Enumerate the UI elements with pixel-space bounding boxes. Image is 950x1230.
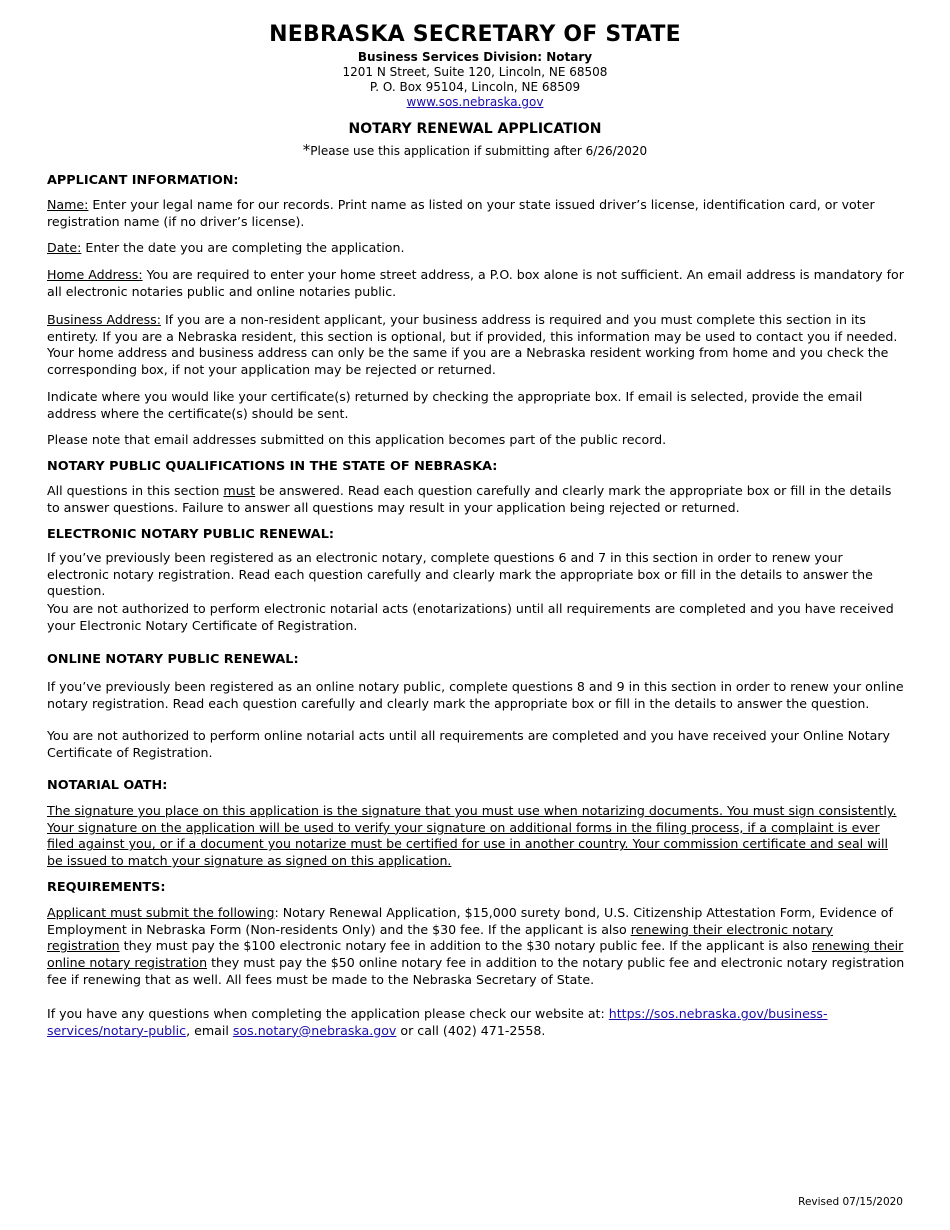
notary-website-link[interactable]: https://sos.nebraska.gov/business-services/notary-public bbox=[47, 1006, 828, 1038]
online-renewal-para2: You are not authorized to perform online notarial acts until all requirements are completed and you have received your Online Notary Certificate of Registration. bbox=[47, 728, 890, 760]
contact-text1: If you have any questions when completing the application please check our website at: bbox=[47, 1006, 609, 1021]
electronic-renewal-para2: You are not authorized to perform electronic notarial acts (enotarizations) until all requirements are completed and you have received your Electronic Notary Certificate of Registration. bbox=[47, 601, 894, 633]
qualifications-heading: NOTARY PUBLIC QUALIFICATIONS IN THE STATE OF NEBRASKA: bbox=[47, 459, 498, 474]
qualifications-text bbox=[47, 483, 907, 516]
must-emphasis: must bbox=[223, 483, 256, 498]
online-renewal-para1: If you’ve previously been registered as an online notary public, complete questions 8 and 9 in this section in order to renew your online notary registration. Read each question carefully and clearly mark the appropriate box or fill in the details to answer the question. bbox=[47, 679, 904, 711]
requirements-part3: they must pay the $50 online notary fee in addition to the notary public fee and electronic notary registration fee if renewing that as well. All fees must be made to the Nebraska Secretary of State. bbox=[47, 955, 905, 987]
date-label: Date: bbox=[47, 240, 82, 255]
applicant-heading: APPLICANT INFORMATION: bbox=[47, 173, 239, 188]
home-address-text: You are required to enter your home street address, a P.O. box alone is not sufficient. An email address is mandatory for all electronic notaries public and online notaries public. bbox=[47, 267, 904, 299]
requirements-part2: they must pay the $100 electronic notary fee in addition to the $30 notary public fee. If the applicant is also bbox=[119, 938, 812, 954]
form-title: NOTARY RENEWAL APPLICATION bbox=[348, 121, 602, 137]
business-address-text: If you are a non-resident applicant, your business address is required and you must complete this section in its entirety. If you are a Nebraska resident, this section is optional, but if provided, this information may be used to contact you if needed. Your home address and business address can only be the same if you are a Nebraska resident working from home and you check the corresponding box, if not your application may be rejected or returned. bbox=[47, 312, 898, 378]
submission-note bbox=[0, 141, 950, 159]
note-asterisk: * bbox=[302, 141, 311, 159]
note-text: Please use this application if submitting after 6/26/2020 bbox=[310, 144, 648, 158]
online-renewal-phrase: renewing their online notary registration bbox=[47, 938, 904, 971]
website-row bbox=[0, 95, 950, 109]
electronic-renewal-para1: If you’ve previously been registered as an electronic notary, complete questions 6 and 7 in this section in order to renew your electronic notary registration. Read each question carefully and clearly mark the appropriate box or fill in the details to answer the question. bbox=[47, 550, 873, 599]
date-text: Enter the date you are completing the application. bbox=[81, 240, 405, 255]
contact-text3: or call (402) 471-2558. bbox=[396, 1022, 546, 1038]
oath-text: The signature you place on this application is the signature that you must use when notarizing documents. You must sign consistently. Your signature on the application will be used to verify your signature on additional forms in the filing process, if a complaint is ever filed against you, or if a document you notarize must be certified for use in another country. Your commission certificate and seal will be issued to match your signature as signed on this application. bbox=[47, 803, 897, 869]
date-instructions bbox=[47, 240, 907, 257]
qualifications-text-end: be answered. Read each question carefully and clearly mark the appropriate box or fill in the details to answer questions. Failure to answer all questions may result in your application being rejected or returned. bbox=[47, 483, 892, 515]
requirements-text bbox=[47, 905, 907, 989]
contact-info bbox=[47, 1006, 907, 1039]
home-address-label: Home Address: bbox=[47, 267, 143, 282]
notary-email-link[interactable]: sos.notary@nebraska.gov bbox=[232, 1022, 397, 1038]
electronic-renewal-heading: ELECTRONIC NOTARY PUBLIC RENEWAL: bbox=[47, 527, 334, 542]
requirements-lead: Applicant must submit the following bbox=[47, 905, 275, 920]
revision-date: Revised 07/15/2020 bbox=[798, 1196, 903, 1208]
name-label: Name: bbox=[47, 197, 89, 212]
business-address-instructions bbox=[47, 312, 907, 379]
name-text: Enter your legal name for our records. Print name as listed on your state issued driver’s license, identification card, or voter registration name (if no driver’s license). bbox=[47, 197, 875, 229]
page-title: NEBRASKA SECRETARY OF STATE bbox=[269, 22, 681, 47]
home-address-instructions bbox=[47, 267, 907, 300]
oath-heading: NOTARIAL OATH: bbox=[47, 778, 168, 793]
division-name: Business Services Division: Notary bbox=[357, 50, 593, 64]
online-renewal-heading: ONLINE NOTARY PUBLIC RENEWAL: bbox=[47, 652, 299, 667]
certificate-return-instructions: Indicate where you would like your certificate(s) returned by checking the appropriate box. If email is selected, provide the email address where the certificate(s) should be sent. bbox=[47, 389, 863, 421]
requirements-part1: : Notary Renewal Application, $15,000 surety bond, U.S. Citizenship Attestation Form, Evidence of Employment in Nebraska Form (Non-residents Only) and the $30 fee. If the applicant is also bbox=[47, 905, 893, 937]
business-address-label: Business Address: bbox=[47, 312, 161, 327]
street-address: 1201 N Street, Suite 120, Lincoln, NE 68508 bbox=[342, 65, 608, 79]
name-instructions bbox=[47, 197, 907, 230]
contact-text2: , email bbox=[186, 1022, 233, 1038]
requirements-heading: REQUIREMENTS: bbox=[47, 880, 166, 895]
email-public-record-note: Please note that email addresses submitted on this application becomes part of the public record. bbox=[47, 432, 667, 447]
po-box-address: P. O. Box 95104, Lincoln, NE 68509 bbox=[369, 80, 581, 94]
electronic-renewal-phrase: renewing their electronic notary registration bbox=[47, 921, 834, 954]
qualifications-text-start: All questions in this section bbox=[47, 483, 224, 498]
website-link[interactable]: www.sos.nebraska.gov bbox=[406, 95, 544, 109]
